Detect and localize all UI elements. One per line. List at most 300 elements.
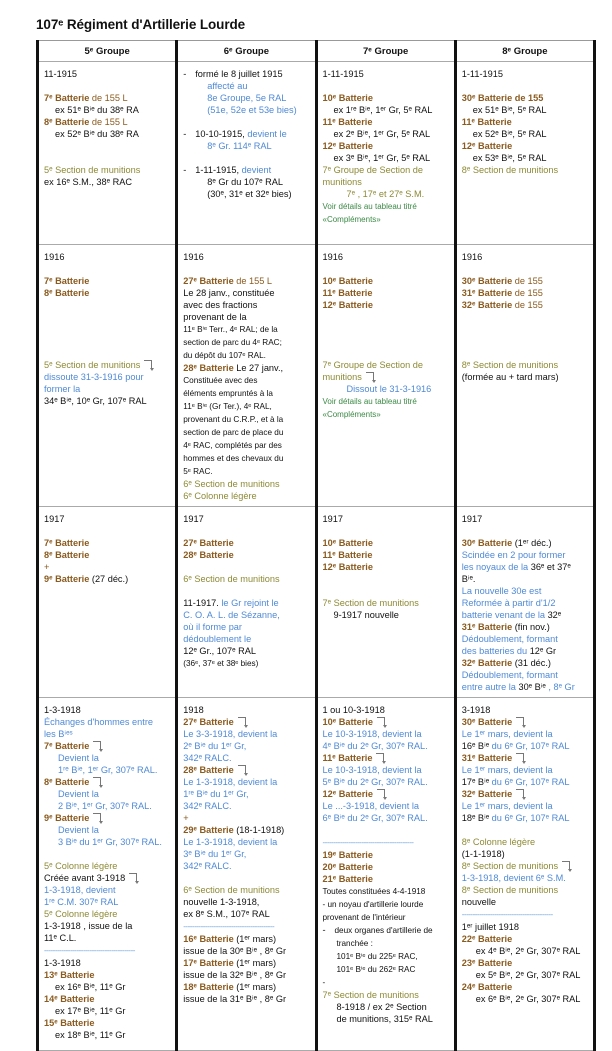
batterie-label: 24ᵉ Batterie bbox=[461, 982, 513, 992]
batterie-label: 32ᵉ Batterie bbox=[461, 658, 513, 668]
text: 1-11-1915 bbox=[461, 69, 503, 79]
batterie-label: 27ᵉ Batterie bbox=[183, 538, 234, 548]
cell-line bbox=[462, 609, 589, 621]
batterie-label: 11ᵉ Batterie bbox=[322, 550, 373, 560]
batterie-label: 32ᵉ Batterie bbox=[461, 300, 513, 310]
batterie-caliber: de 155 bbox=[512, 288, 543, 298]
detail-text: 4ᵉ RAC, complétés par des bbox=[183, 441, 282, 450]
cell-line bbox=[462, 597, 589, 609]
cell-line bbox=[183, 860, 310, 872]
batterie-label: 10ᵉ Batterie bbox=[322, 276, 373, 286]
cell-line bbox=[44, 68, 171, 80]
cell-line bbox=[44, 896, 171, 908]
cell-line bbox=[323, 152, 450, 164]
cell-line bbox=[323, 287, 450, 299]
cell-line bbox=[462, 908, 589, 921]
text: ex 52ᵉ Bⁱᵉ, 5ᵉ RAL bbox=[472, 129, 547, 139]
cell-line bbox=[44, 525, 171, 537]
text: (1ᵉʳ déc.) bbox=[512, 538, 552, 548]
cell-line bbox=[44, 812, 171, 824]
batterie-caliber: + bbox=[183, 813, 189, 823]
change-note: Devient la bbox=[58, 825, 99, 835]
cell-line bbox=[323, 525, 450, 537]
cell-line bbox=[44, 140, 171, 152]
detail-text: section de parc de place du bbox=[183, 428, 284, 437]
text: ex 3ᵉ Bⁱᵉ, 1ᵉʳ Gr, 5ᵉ RAL bbox=[333, 153, 431, 163]
cell-line bbox=[44, 395, 171, 407]
cell-line bbox=[183, 263, 310, 275]
cell-line bbox=[462, 251, 589, 263]
change-note: Le 10-3-1918, devient la bbox=[322, 729, 422, 739]
batterie-caliber: de 155 L bbox=[89, 117, 128, 127]
cell-line bbox=[183, 128, 310, 140]
cell-line bbox=[44, 776, 171, 788]
cross-reference-note: Voir détails au tableau titré bbox=[322, 202, 417, 211]
corner-arrow-icon bbox=[377, 789, 385, 798]
cell-line bbox=[323, 924, 450, 937]
cell-line bbox=[323, 395, 450, 408]
change-note: Le 1ᵉʳ mars, devient la bbox=[461, 765, 553, 775]
cell-line bbox=[183, 645, 310, 657]
section-label: 8ᵉ Section de munitions bbox=[461, 885, 559, 895]
batterie-caliber: de 155 L bbox=[233, 276, 273, 286]
text: 17ᵉ Bⁱᵉ bbox=[461, 777, 490, 787]
batterie-label: 23ᵉ Batterie bbox=[461, 958, 513, 968]
change-note: Le 1-3-1918, devient la bbox=[183, 837, 278, 847]
detail-text: (36ᵉ, 37ᵉ et 38ᵉ bies) bbox=[183, 659, 259, 668]
change-note: entre autre la bbox=[461, 682, 519, 692]
batterie-label: 7ᵉ Batterie bbox=[44, 93, 90, 103]
cell-line bbox=[183, 908, 310, 920]
change-note: 342ᵉ RALC. bbox=[183, 801, 232, 811]
cell-line bbox=[183, 728, 310, 740]
change-note: où il forme par bbox=[183, 622, 242, 632]
detail-text: hommes et des chevaux du bbox=[183, 454, 284, 463]
cell-line bbox=[44, 944, 171, 957]
cell-line bbox=[44, 80, 171, 92]
text: ex 8ᵉ S.M., 107ᵉ RAL bbox=[183, 909, 270, 919]
cell-line bbox=[323, 140, 450, 152]
cell-line bbox=[183, 561, 310, 573]
cell-line bbox=[44, 561, 171, 573]
cell-line bbox=[44, 573, 171, 585]
cell-5e-groupe-1917 bbox=[38, 507, 177, 698]
text: ex 53ᵉ Bⁱᵉ, 5ᵉ RAL bbox=[472, 153, 547, 163]
cell-line bbox=[44, 92, 171, 104]
cell-line bbox=[462, 104, 589, 116]
cell-line bbox=[462, 128, 589, 140]
batterie-label: 7ᵉ Batterie bbox=[44, 741, 90, 751]
batterie-label: 20ᵉ Batterie bbox=[322, 862, 373, 872]
cell-line bbox=[44, 323, 171, 335]
cell-line bbox=[183, 812, 310, 824]
text: Bⁱᵉ. bbox=[461, 574, 476, 584]
batterie-label: 11ᵉ Batterie bbox=[322, 288, 373, 298]
text: 10-10-1915, bbox=[195, 129, 248, 139]
cell-line bbox=[44, 1029, 171, 1041]
cell-line bbox=[44, 848, 171, 860]
text: ex 17ᵉ Bⁱᵉ, 11ᵉ Gr bbox=[55, 1006, 126, 1016]
cell-line bbox=[183, 452, 310, 465]
text: 11ᵉ C.L. bbox=[44, 933, 77, 943]
cell-line bbox=[462, 836, 589, 848]
detail-text: 11ᵉ Bⁱᵉ (Gr Ter.), 4ᵉ RAL, bbox=[183, 402, 272, 411]
batterie-label: 30ᵉ Batterie de 155 bbox=[461, 93, 544, 103]
batterie-label: 31ᵉ Batterie bbox=[461, 622, 513, 632]
text: nouvelle 1-3-1918, bbox=[183, 897, 260, 907]
batterie-label: 30ᵉ Batterie bbox=[461, 717, 513, 727]
column-header-8e-groupe: 8ᵉ Groupe bbox=[455, 41, 594, 62]
cell-line bbox=[323, 597, 450, 609]
text: 1917 bbox=[183, 514, 204, 524]
text: de munitions, 315ᵉ RAL bbox=[336, 1014, 433, 1024]
cell-line bbox=[183, 176, 310, 188]
batterie-caliber: de 155 bbox=[512, 276, 543, 286]
cell-line bbox=[183, 426, 310, 439]
cell-line bbox=[462, 80, 589, 92]
cell-line bbox=[183, 716, 310, 728]
change-note: 1ʳᵉ Bⁱᵉ du 1ᵉʳ Gr, bbox=[183, 789, 249, 799]
cell-line bbox=[183, 152, 310, 164]
detail-text: 11ᵉ Bⁱᵉ Terr., 4ᵉ RAL; de la bbox=[183, 325, 278, 334]
batterie-label: 29ᵉ Batterie bbox=[183, 825, 234, 835]
cell-6e-groupe-1915 bbox=[177, 62, 316, 245]
batterie-label: 30ᵉ Batterie bbox=[461, 538, 513, 548]
cell-line bbox=[462, 152, 589, 164]
table-row-1917 bbox=[38, 507, 595, 698]
cell-line bbox=[323, 537, 450, 549]
cell-line bbox=[462, 633, 589, 645]
cell-line bbox=[183, 362, 310, 374]
cell-line bbox=[183, 140, 310, 152]
cell-line bbox=[462, 140, 589, 152]
cell-line bbox=[183, 993, 310, 1005]
cross-reference-note: «Compléments» bbox=[322, 215, 381, 224]
cell-line bbox=[323, 740, 450, 752]
cell-line bbox=[462, 921, 589, 933]
section-label: 7ᵉ Groupe de Section de bbox=[322, 165, 423, 175]
change-note: 4ᵉ Bⁱᵉ du 2ᵉ Gr, 307ᵉ RAL. bbox=[322, 741, 428, 751]
change-note: Le ...-3-1918, devient la bbox=[322, 801, 420, 811]
cell-line bbox=[44, 932, 171, 944]
text: Créée avant 3-1918 bbox=[44, 873, 126, 883]
cell-line bbox=[183, 597, 310, 609]
change-note: 2ᵉ Bⁱᵉ du 1ᵉʳ Gr, bbox=[183, 741, 247, 751]
batterie-label: 22ᵉ Batterie bbox=[461, 934, 513, 944]
cell-line bbox=[183, 116, 310, 128]
change-note: dédoublement le bbox=[183, 634, 252, 644]
change-note: Reformée à partir d'1/2 bbox=[461, 598, 556, 608]
cell-line bbox=[183, 788, 310, 800]
separator-line: ------------------------------------------ bbox=[322, 838, 414, 847]
batterie-label: 10ᵉ Batterie bbox=[322, 538, 373, 548]
cell-line bbox=[323, 788, 450, 800]
text: ex 2ᵉ Bⁱᵉ, 1ᵉʳ Gr, 5ᵉ RAL bbox=[333, 129, 431, 139]
table-row-1918 bbox=[38, 698, 595, 1051]
cell-line bbox=[323, 359, 450, 371]
text: 1-11-1915, bbox=[195, 165, 242, 175]
batterie-label: 27ᵉ Batterie bbox=[183, 276, 234, 286]
section-label: 6ᵉ Section de munitions bbox=[183, 479, 280, 489]
cell-line bbox=[183, 824, 310, 836]
detail-text: provenant du C.R.P., et à la bbox=[183, 415, 284, 424]
cell-line bbox=[44, 152, 171, 164]
cell-line bbox=[462, 824, 589, 836]
cell-line bbox=[323, 937, 450, 950]
text: issue de la 31ᵉ Bⁱᵉ , 8ᵉ Gr bbox=[183, 994, 287, 1004]
change-note: Échanges d'hommes entre bbox=[44, 717, 154, 727]
text: 1916 bbox=[183, 252, 204, 262]
corner-arrow-icon bbox=[238, 717, 246, 726]
cell-line bbox=[462, 561, 589, 573]
section-label: 8ᵉ Section de munitions bbox=[461, 165, 559, 175]
cell-line bbox=[183, 490, 310, 502]
cell-line bbox=[44, 704, 171, 716]
corner-arrow-icon bbox=[129, 873, 137, 882]
batterie-label: 13ᵉ Batterie bbox=[44, 970, 95, 980]
change-note: devient bbox=[241, 165, 272, 175]
cell-line bbox=[323, 911, 450, 924]
change-note: Scindée en 2 pour former bbox=[461, 550, 566, 560]
text: 12ᵉ Gr bbox=[529, 646, 557, 656]
cell-6e-groupe-1916 bbox=[177, 245, 316, 507]
detail-text: 101ᵉ Bⁱᵉ du 262ᵉ RAC bbox=[336, 965, 416, 974]
detail-text: tranchée : bbox=[336, 939, 373, 948]
cell-line bbox=[44, 287, 171, 299]
cell-line bbox=[462, 681, 589, 693]
cell-line bbox=[323, 1001, 450, 1013]
change-note: 342ᵉ RALC. bbox=[183, 861, 232, 871]
batterie-label: 8ᵉ Batterie bbox=[44, 777, 90, 787]
text: 1 ou 10-3-1918 bbox=[322, 705, 385, 715]
cell-line bbox=[323, 128, 450, 140]
cell-line bbox=[183, 349, 310, 362]
cell-line bbox=[183, 549, 310, 561]
batterie-label: 7ᵉ Batterie bbox=[44, 538, 90, 548]
detail-text: provenant de l'intérieur bbox=[322, 913, 406, 922]
change-note: Dédoublement, formant bbox=[461, 670, 558, 680]
corner-arrow-icon bbox=[516, 789, 524, 798]
header-row bbox=[38, 41, 595, 62]
cell-line bbox=[462, 164, 589, 176]
change-note: 1ʳᵉ C.M. 307ᵉ RAL bbox=[44, 897, 119, 907]
cell-line bbox=[462, 621, 589, 633]
detail-text: section de parc du 4ᵉ RAC; bbox=[183, 338, 282, 347]
cell-line bbox=[323, 513, 450, 525]
section-label: munitions bbox=[322, 177, 362, 187]
text: 1ᵉʳ juillet 1918 bbox=[461, 922, 519, 932]
cell-line bbox=[323, 849, 450, 861]
regiment-table bbox=[36, 40, 596, 1051]
change-note: Le 1ᵉʳ mars, devient la bbox=[461, 729, 553, 739]
text: (31 déc.) bbox=[512, 658, 551, 668]
cell-line bbox=[183, 585, 310, 597]
cell-line bbox=[323, 561, 450, 573]
cell-line bbox=[44, 800, 171, 812]
batterie-label: 11ᵉ Batterie bbox=[322, 753, 373, 763]
text: (1ᵉʳ mars) bbox=[233, 958, 277, 968]
change-note: 8e Groupe, 5e RAL bbox=[207, 93, 287, 103]
cell-7e-groupe-1917 bbox=[316, 507, 455, 698]
cell-line bbox=[323, 585, 450, 597]
section-label: 7ᵉ Section de munitions bbox=[322, 990, 419, 1000]
column-header-5e-groupe: 5ᵉ Groupe bbox=[38, 41, 177, 62]
cell-line bbox=[183, 537, 310, 549]
cell-line bbox=[183, 374, 310, 387]
cell-line bbox=[44, 957, 171, 969]
change-note: des batteries du bbox=[461, 646, 530, 656]
separator-line: ------------------------------------------ bbox=[44, 946, 135, 955]
cell-line bbox=[462, 933, 589, 945]
section-label: 8ᵉ Colonne légère bbox=[461, 837, 536, 847]
cell-line bbox=[44, 740, 171, 752]
section-label: 5ᵉ Section de munitions bbox=[44, 360, 141, 370]
cell-line bbox=[323, 383, 450, 395]
table-row-1916 bbox=[38, 245, 595, 507]
cell-line bbox=[44, 176, 171, 188]
cell-line bbox=[462, 728, 589, 740]
section-label: 5ᵉ Section de munitions bbox=[44, 165, 141, 175]
cell-line bbox=[183, 68, 310, 80]
change-note: 342ᵉ RALC. bbox=[183, 753, 232, 763]
text: ex 5ᵉ Bⁱᵉ, 2ᵉ Gr, 307ᵉ RAL bbox=[475, 970, 581, 980]
cell-line bbox=[183, 633, 310, 645]
cell-line bbox=[44, 908, 171, 920]
corner-arrow-icon bbox=[562, 861, 570, 870]
text: 1917 bbox=[461, 514, 483, 524]
text: issue de la 32ᵉ Bⁱᵉ , 8ᵉ Gr bbox=[183, 970, 287, 980]
cell-line bbox=[183, 981, 310, 993]
cell-line bbox=[323, 836, 450, 849]
section-label: munitions bbox=[322, 372, 362, 382]
cell-line bbox=[183, 80, 310, 92]
change-note: Le 10-3-1918, devient la bbox=[322, 765, 422, 775]
batterie-label: 15ᵉ Batterie bbox=[44, 1018, 95, 1028]
batterie-label: 28ᵉ Batterie bbox=[183, 765, 234, 775]
change-note: 6ᵉ Bⁱᵉ du 2ᵉ Gr, 307ᵉ RAL. bbox=[322, 813, 428, 823]
cell-line bbox=[183, 776, 310, 788]
cell-7e-groupe-1915 bbox=[316, 62, 455, 245]
cell-line bbox=[462, 116, 589, 128]
cell-line bbox=[462, 752, 589, 764]
text: 1916 bbox=[44, 252, 65, 262]
cell-line bbox=[462, 335, 589, 347]
cell-line bbox=[44, 993, 171, 1005]
cell-line bbox=[323, 976, 450, 989]
cell-line bbox=[183, 478, 310, 490]
column-header-7e-groupe: 7ᵉ Groupe bbox=[316, 41, 455, 62]
batterie-label: 8ᵉ Batterie bbox=[44, 288, 90, 298]
text: ex 16ᵉ Bⁱᵉ, 11ᵉ Gr bbox=[55, 982, 126, 992]
batterie-label: 10ᵉ Batterie bbox=[322, 93, 373, 103]
cell-line bbox=[462, 513, 589, 525]
cell-line bbox=[183, 957, 310, 969]
cell-line bbox=[462, 311, 589, 323]
detail-text: 5ᵉ RAC. bbox=[183, 467, 213, 476]
cell-line bbox=[462, 549, 589, 561]
cell-line bbox=[462, 764, 589, 776]
separator-line: ------------------------------------------ bbox=[461, 910, 553, 919]
cell-line bbox=[183, 704, 310, 716]
cell-line bbox=[44, 371, 171, 383]
text: ex 4ᵉ Bⁱᵉ, 2ᵉ Gr, 307ᵉ RAL bbox=[475, 946, 581, 956]
cell-line bbox=[44, 164, 171, 176]
bullet-dash-icon: - bbox=[322, 925, 326, 935]
change-note: Devient la bbox=[58, 789, 99, 799]
text: 1916 bbox=[461, 252, 483, 262]
batterie-label: 21ᵉ Batterie bbox=[322, 874, 373, 884]
text: 18ᵉ Bⁱᵉ bbox=[461, 813, 490, 823]
cell-line bbox=[323, 950, 450, 963]
cell-line bbox=[183, 740, 310, 752]
cell-line bbox=[323, 116, 450, 128]
cell-line bbox=[44, 513, 171, 525]
text: ex 18ᵉ Bⁱᵉ, 11ᵉ Gr bbox=[55, 1030, 126, 1040]
text: 1-11-1915 bbox=[322, 69, 364, 79]
batterie-label: 32ᵉ Batterie bbox=[461, 789, 513, 799]
cell-line bbox=[44, 383, 171, 395]
change-note: 1-3-1918, devient 6ᵉ S.M. bbox=[461, 873, 566, 883]
text: 1917 bbox=[44, 514, 65, 524]
batterie-label: 27ᵉ Batterie bbox=[183, 717, 234, 727]
detail-text: 101ᵉ Bⁱᵉ du 225ᵉ RAC, bbox=[336, 952, 418, 961]
text: (27 déc.) bbox=[89, 574, 129, 584]
batterie-label: 11ᵉ Batterie bbox=[461, 117, 512, 127]
cell-line bbox=[44, 824, 171, 836]
cell-line bbox=[183, 323, 310, 336]
bullet-dash-icon: - bbox=[183, 69, 187, 79]
batterie-label: 12ᵉ Batterie bbox=[322, 141, 373, 151]
cell-line bbox=[462, 537, 589, 549]
batterie-label: 14ᵉ Batterie bbox=[44, 994, 95, 1004]
change-note: 8ᵉ Gr. 114ᵉ RAL bbox=[207, 141, 272, 151]
section-label: 7ᵉ Section de munitions bbox=[322, 598, 419, 608]
cell-line bbox=[44, 335, 171, 347]
change-note: Le 1-3-1918, devient la bbox=[183, 777, 278, 787]
text: 8ᵉ Gr du 107ᵉ RAL bbox=[207, 177, 284, 187]
cell-line bbox=[323, 251, 450, 263]
cell-line bbox=[323, 299, 450, 311]
cell-line bbox=[462, 525, 589, 537]
text: (1ᵉʳ mars) bbox=[233, 934, 277, 944]
cell-line bbox=[323, 989, 450, 1001]
corner-arrow-icon bbox=[516, 717, 524, 726]
cell-6e-groupe-1918 bbox=[177, 698, 316, 1051]
text: 1-3-1918 bbox=[44, 958, 81, 968]
change-note: affecté au bbox=[207, 81, 248, 91]
cell-line bbox=[183, 164, 310, 176]
change-note: Dédoublement, formant bbox=[461, 634, 558, 644]
cell-line bbox=[44, 128, 171, 140]
text: ex 1ʳᵉ Bⁱᵉ, 1ᵉʳ Gr, 5ᵉ RAL bbox=[333, 105, 433, 115]
cell-line bbox=[462, 812, 589, 824]
batterie-label: 30ᵉ Batterie bbox=[461, 276, 513, 286]
cell-line bbox=[462, 347, 589, 359]
cell-line bbox=[462, 657, 589, 669]
text: 36ᵉ et 37ᵉ bbox=[530, 562, 571, 572]
batterie-label: 11ᵉ Batterie bbox=[322, 117, 373, 127]
cell-line bbox=[183, 896, 310, 908]
cross-reference-note: «Compléments» bbox=[322, 410, 381, 419]
cell-line bbox=[183, 465, 310, 478]
cell-line bbox=[183, 872, 310, 884]
text: ex 51ᵉ Bⁱᵉ, 5ᵉ RAL bbox=[472, 105, 547, 115]
change-note: 1ʳᵉ Bⁱᵉ, 1ᵉʳ Gr, 307ᵉ RAL. bbox=[58, 765, 158, 775]
cell-line bbox=[462, 704, 589, 716]
cell-line bbox=[462, 740, 589, 752]
section-label: 6ᵉ Section de munitions bbox=[183, 574, 280, 584]
cell-line bbox=[183, 621, 310, 633]
